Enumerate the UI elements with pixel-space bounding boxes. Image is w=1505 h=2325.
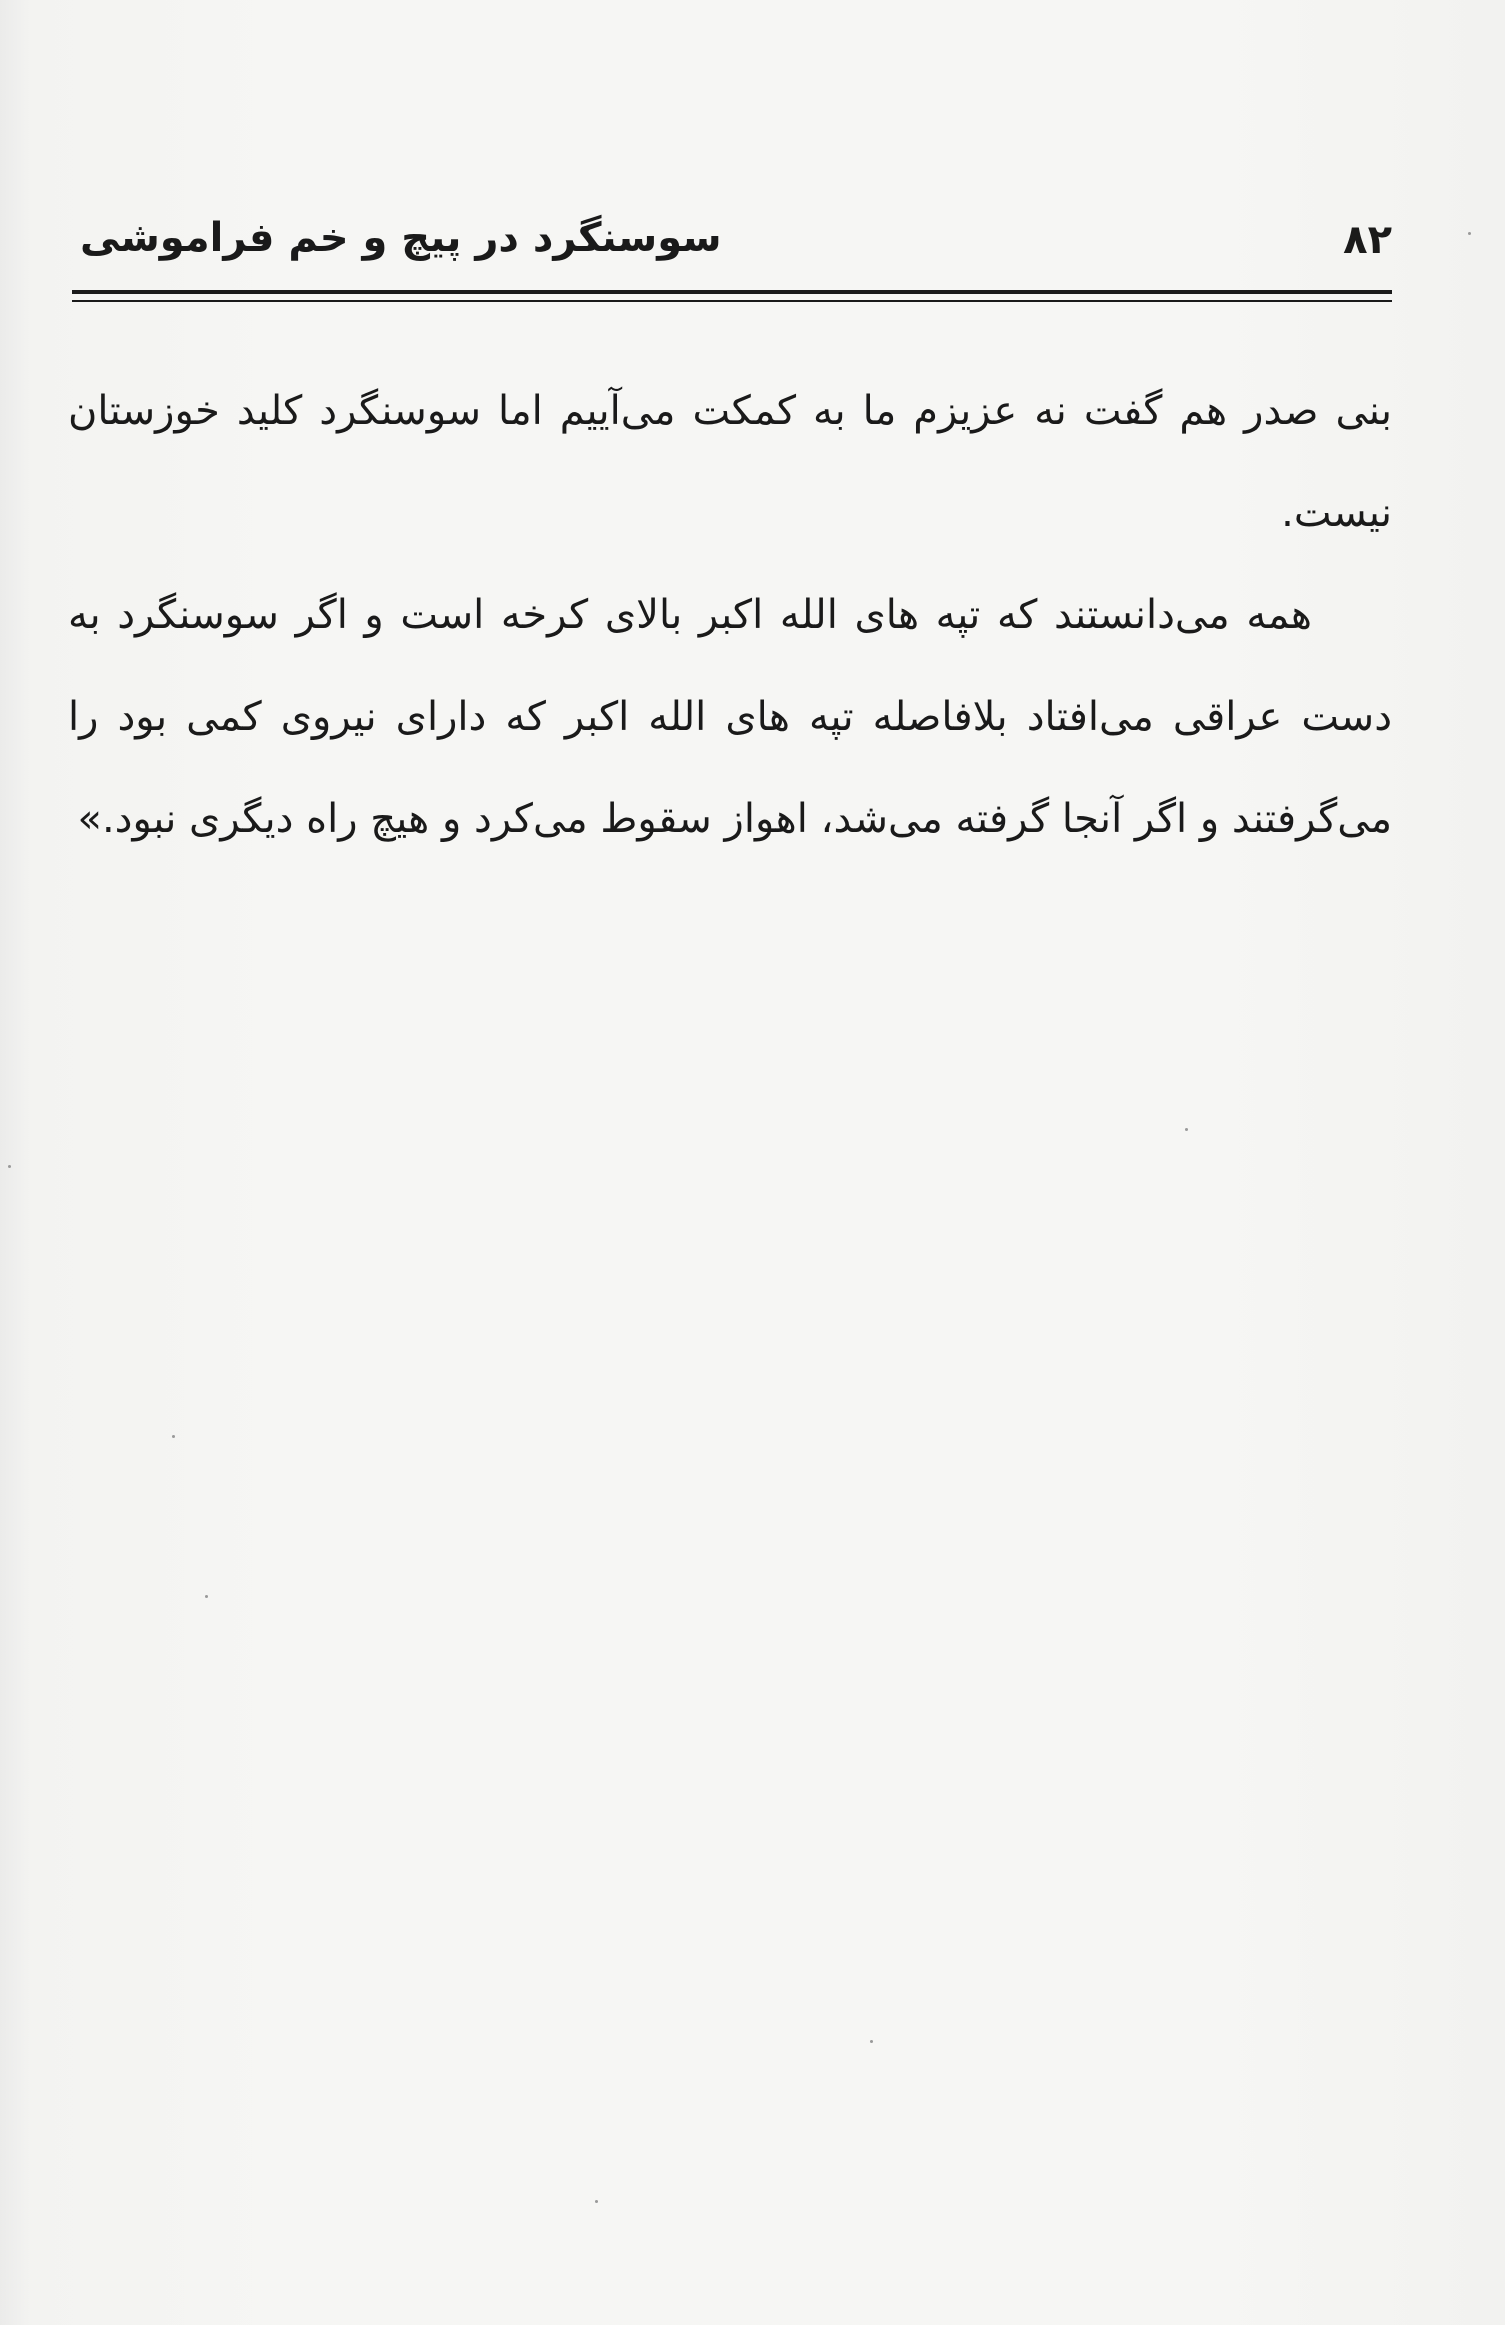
header-rule-thick	[72, 290, 1392, 294]
paper-speck	[870, 2040, 873, 2043]
paper-speck	[205, 1595, 208, 1598]
paragraph-1: بنی صدر هم گفت نه عزیزم ما به کمکت می‌آییم اما سوسنگرد کلید خوزستان نیست.	[68, 388, 1392, 536]
paragraph-2: همه می‌دانستند که تپه های الله اکبر بالای کرخه است و اگر سوسنگرد به دست عراقی می‌افتاد بلافاصله تپه های الله اکبر که دارای نیروی کمی بود را می‌گرفتند و اگر آنجا گرفته می‌شد، اهواز سقوط می‌کرد و هیچ راه دیگری نبود.»	[68, 592, 1392, 842]
paper-speck	[1185, 1128, 1188, 1131]
paper-speck	[595, 2200, 598, 2203]
paper-speck	[1468, 232, 1471, 235]
running-title: سوسنگرد در پیچ و خم فراموشی	[80, 215, 722, 261]
page-number: ۸۲	[1343, 217, 1392, 263]
body-text	[68, 360, 1392, 870]
page-header	[70, 205, 1392, 275]
header-rule-thin	[72, 300, 1392, 302]
paper-speck	[8, 1165, 11, 1168]
paper-speck	[172, 1435, 175, 1438]
